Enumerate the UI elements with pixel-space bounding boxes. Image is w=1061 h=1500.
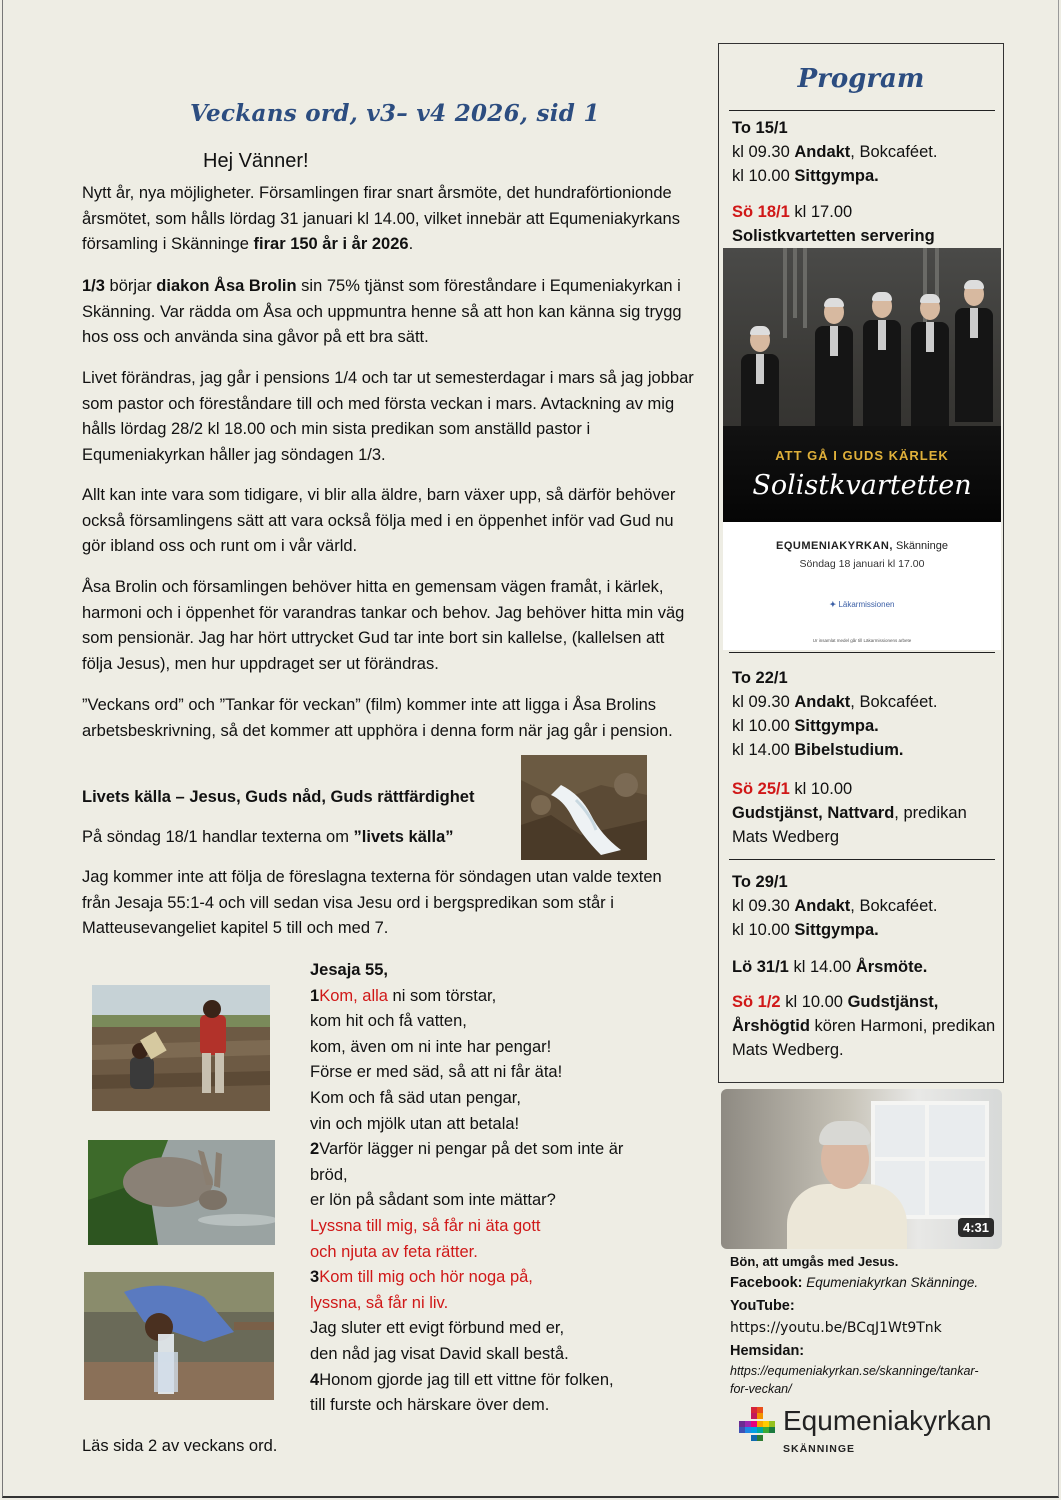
paragraph-2: 1/3 börjar diakon Åsa Brolin sin 75% tjänst som föreståndare i Equmeniakyrkan i Skänning. Var rädda om Åsa och uppmuntra henne så att hon kan känna sig trygg hos oss och använda sina gåvor på ett bra sätt. [82, 277, 682, 347]
paragraph-7: På söndag 18/1 handlar texterna om ”livets källa” [82, 828, 454, 846]
program-block-to-29: To 29/1 kl 09.30 Andakt, Bokcaféet. kl 10.00 Sittgympa. [732, 873, 938, 939]
divider [729, 859, 995, 860]
paragraph-1: Nytt år, nya möjligheter. Församlingen firar snart årsmöte, det hundrafֹörtionionde årsmötet, som hålls lördag 31 januari kl 14.00, vilket innebär att Equmeniakyrkans församling i Skänninge firar 150 år i år 2026. [82, 184, 680, 254]
page-title: Veckans ord, v3– v4 2026, sid 1 [190, 100, 600, 127]
poster-logo: ✦ Läkarmissionen [829, 600, 895, 609]
program-block-so-1: Sö 1/2 kl 10.00 Gudstjänst, Årshögtid kören Harmoni, predikan Mats Wedberg. [732, 993, 996, 1059]
paragraph-8: Jag kommer inte att följa de föreslagna texterna för söndagen utan valde texten från Jesaja 55:1-4 och vill sedan visa Jesu ord i bergspredikan som står i Matteusevangeliet kapitel 5 till och med 7. [82, 868, 662, 938]
program-block-so-18: Sö 18/1 kl 17.00 Solistkvartetten servering [732, 203, 935, 245]
poster-fineprint: Ur insamlat medel går till Läkarmissionens arbete [812, 638, 912, 643]
greeting: Hej Vänner! [203, 150, 309, 172]
video-duration: 4:31 [958, 1218, 994, 1237]
website-link[interactable]: https://equmeniakyrkan.se/skanninge/tankar-for-veckan/ [730, 1364, 979, 1396]
photo-children-drinking [92, 985, 270, 1111]
paragraph-3: Livet förändras, jag går i pensions 1/4 och tar ut semesterdagar i mars så jag jobbar som pastor och föreståndare till och med första veckan i mars. Avtackning av mig hålls lördag 28/2 kl 18.00 och min sista predikan som anställd pastor i Equmeniakyrkan håller jag söndagen 1/3. [82, 369, 694, 464]
photo-rabbit-drinking [88, 1140, 275, 1245]
paragraph-5: Åsa Brolin och församlingen behöver hitta en gemensam vägen framåt, i kärlek, harmoni och i öppenhet för varandras tankar och behov. Jag behöver hitta min väg som pensionär. Jag har hört uttrycket Gud tar inte bort sin kallelse, (kallelsen att följa Jesus), men hur uppdraget ser ut förändras. [82, 578, 685, 673]
footer-note: Läs sida 2 av veckans ord. [82, 1437, 278, 1455]
waterfall-photo [521, 755, 647, 860]
quartet-photo [723, 248, 1001, 522]
logo-sub: SKÄNNINGE [783, 1443, 856, 1455]
logo-name: Equmeniakyrkan [783, 1405, 992, 1436]
program-block-to-22: To 22/1 kl 09.30 Andakt, Bokcaféet. kl 10.00 Sittgympa. kl 14.00 Bibelstudium. [732, 669, 938, 759]
program-title: Program [797, 64, 925, 94]
logo-cross-icon [737, 1407, 777, 1447]
youtube-link[interactable]: https://youtu.be/BCqJ1Wt9Tnk [730, 1320, 942, 1336]
paragraph-6: ”Veckans ord” och ”Tankar för veckan” (film) kommer inte att ligga i Åsa Brolins arbetsbeskrivning, så det kommer att upphöra i denna form när jag går i pension. [82, 696, 673, 740]
program-block-to-15: To 15/1 kl 09.30 Andakt, Bokcaféet. kl 10.00 Sittgympa. [732, 119, 938, 185]
poster-date: Söndag 18 januari kl 17.00 [799, 558, 925, 570]
program-block-lo-31: Lö 31/1 kl 14.00 Årsmöte. [732, 958, 928, 976]
section-heading: Livets källa – Jesus, Guds nåd, Guds rättfärdighet [82, 788, 475, 806]
program-panel [718, 43, 1004, 1083]
video-caption: Bön, att umgås med Jesus. [730, 1254, 899, 1269]
poster-subtitle: ATT GÅ I GUDS KÄRLEK [775, 448, 949, 463]
scripture-jesaja: Jesaja 55, 1Kom, alla ni som törstar, kom hit och få vatten, kom, även om ni inte har pengar! Förse er med säd, så att ni får äta! Kom och få säd utan pengar, vin och mjölk utan att betala! 2Varför lägger ni pengar på det som inte är bröd, er lön på sådant som inte mättar? Lyssna till mig, så får ni äta gott och njuta av feta rätter. 3Kom till mig och hör noga på, lyssna, så får ni liv. Jag sluter ett evigt förbund med er, den nåd jag visat David skall bestå. 4Honom gjorde jag till ett vittne för folken, till furste och härskare över dem. [310, 961, 624, 1415]
divider [729, 110, 995, 111]
poster-name: Solistkvartetten [752, 470, 972, 501]
poster-venue: EQUMENIAKYRKAN, Skänninge [776, 540, 948, 552]
divider [729, 652, 995, 653]
video-thumbnail[interactable] [721, 1089, 1002, 1249]
paragraph-4: Allt kan inte vara som tidigare, vi blir alla äldre, barn växer upp, så därför behöver också församlingens sätt att vara också följa med i en öppenhet inför vad Gud nu gör ibland oss och runt om i vår värld. [82, 486, 676, 556]
program-block-so-25: Sö 25/1 kl 10.00 Gudstjänst, Nattvard, predikan Mats Wedberg [732, 780, 967, 846]
video-info: Bön, att umgås med Jesus. Facebook: Equmeniakyrkan Skänninge. YouTube: https://youtu.be/BCqJ1Wt9Tnk Hemsidan: https://equmeniakyrkan.se/skanninge/tankar-for-veckan/ [730, 1252, 995, 1398]
concert-poster [723, 248, 1001, 650]
photo-man-drinking-water [84, 1272, 274, 1400]
